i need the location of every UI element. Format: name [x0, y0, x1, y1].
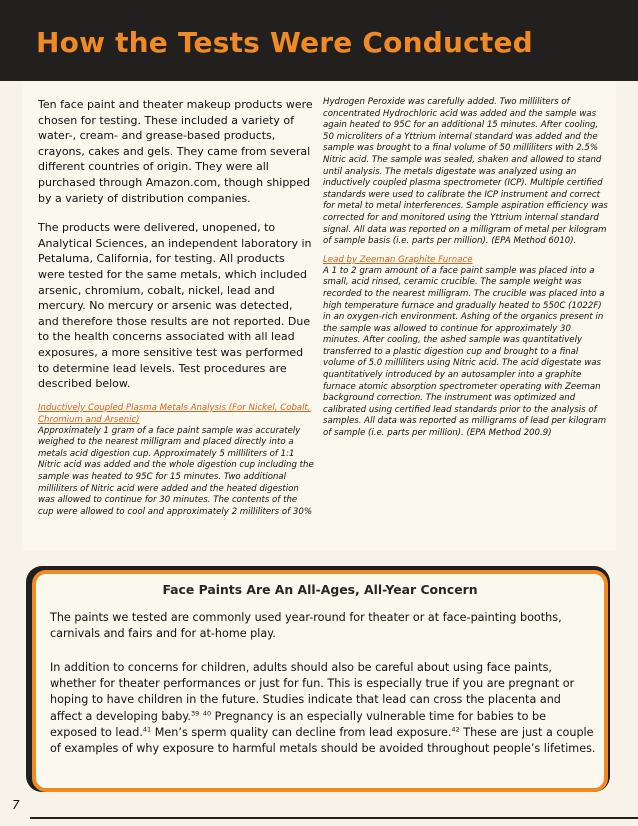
callout-paragraph-2: [50, 660, 596, 757]
page-title: How the Tests Were Conducted: [36, 26, 533, 59]
callout-text-part-4: These are just a couple of examples of why exposure to harmful metals should be avoided throughout people’s lifetimes.: [50, 725, 596, 756]
intro-paragraph: Ten face paint and theater makeup products were chosen for testing. These included a variety of water-, cream- and grease-based products, crayons, cakes and gels. They came from several different countries of origin. They were all purchased through Amazon.com, though shipped by a variety of distribution companies.: [38, 98, 313, 205]
footnote-ref-39: 39: [191, 708, 200, 717]
callout-text-part-2: Pregnancy is an especially vulnerable time for babies to be exposed to lead.: [50, 709, 547, 739]
footer-rule: [30, 817, 638, 819]
page-number: 7: [12, 798, 20, 812]
icp-procedure-continued: Hydrogen Peroxide was carefully added. Two milliliters of concentrated Hydrochloric acid was added and the sample was again heated to 95C for an additional 15 minutes. After cooling, 50 microliters of a Yttrium internal standard was added and the sample was brought to a final volume of 50 milliliters with 2.5% Nitric acid. The sample was sealed, shaken and allowed to stand until analysis. The metals digestate was analyzed using an inductively coupled plasma spectrometer (ICP). Multiple certified standards were used to calibrate the ICP instrument and correct for metal to metal interferences. Sample aspiration efficiency was corrected for and monitored using the Yttrium internal standard signal. All data was reported on a milligram of metal per kilogram of sample basis (i.e. parts per million). (EPA Method 6010).: [323, 97, 608, 247]
delivery-paragraph: The products were delivered, unopened, to Analytical Sciences, an independent laboratory in Petaluma, California, for testing. All products were tested for the same metals, which included arsenic, chromium, cobalt, nickel, lead and mercury. No mercury or arsenic was detected, and therefore those results are not reported. Due to the health concerns associated with all lead exposures, a more sensitive test was performed to determine lead levels. Test procedures are described below.: [38, 221, 312, 391]
lead-heading: Lead by Zeeman Graphite Furnace: [323, 254, 473, 265]
callout-title: Face Paints Are An All-Ages, All-Year Concern: [162, 582, 478, 597]
icp-procedure-text: Approximately 1 gram of a face paint sample was accurately weighed to the nearest milligram and placed directly into a metals acid digestion cup. Approximately 5 milliliters of 1:1 Nitric acid was added and the whole digestion cup including the sample was heated to 95C for 15 minutes. Two additional milliliters of Nitric acid were added and the heated digestion was allowed to continue for 30 minutes. The contents of the cup were allowed to cool and approximately 2 milliliters of 30%: [38, 425, 314, 517]
right-column: [323, 97, 611, 440]
icp-heading: Inductively Coupled Plasma Metals Analysis (For Nickel, Cobalt, Chromium and Arsenic): [38, 402, 311, 425]
footnote-ref-42: 42: [451, 725, 460, 734]
lead-procedure-text: A 1 to 2 gram amount of a face paint sample was placed into a small, acid rinsed, ceramic crucible. The sample weight was recorded to the nearest milligram. The crucible was placed into a high temperature furnace and gradually heated to 550C (1022F) in an oxygen-rich environment. Ashing of the organics present in the sample was allowed to continue for approximately 30 minutes. After cooling, the ashed sample was quantitatively transferred to a plastic digestion cup and brought to a final volume of 5.0 milliliters using Nitric acid. The acid digestate was quantitatively introduced by an autosampler into a graphite furnace atomic absorption spectrometer operating with Zeeman background correction. The instrument was optimized and calibrated using certified lead standards prior to the analysis of samples. All data was reported as milligrams of lead per kilogram of sample (i.e. parts per million). (EPA Method 200.9): [323, 265, 607, 439]
callout-text-part-1: In addition to concerns for children, adults should also be careful about using face paints, whether for theater performances or just for fun. This is especially true if you are pregnant or hoping to have children in the future. Studies indicate that lead can cross the placenta and affect a developing baby.: [50, 661, 575, 723]
callout-text-part-3: Men’s sperm quality can decline from lead exposure.: [151, 725, 452, 739]
header-bar: [0, 0, 638, 81]
callout-box: [32, 570, 608, 792]
footnote-ref-41: 41: [142, 725, 152, 734]
footnote-ref-40: 40: [202, 708, 212, 717]
callout-paragraph-1: The paints we tested are commonly used year-round for theater or at face-painting booths, carnivals and fairs and for at-home play.: [50, 611, 562, 641]
left-column: [38, 97, 314, 518]
